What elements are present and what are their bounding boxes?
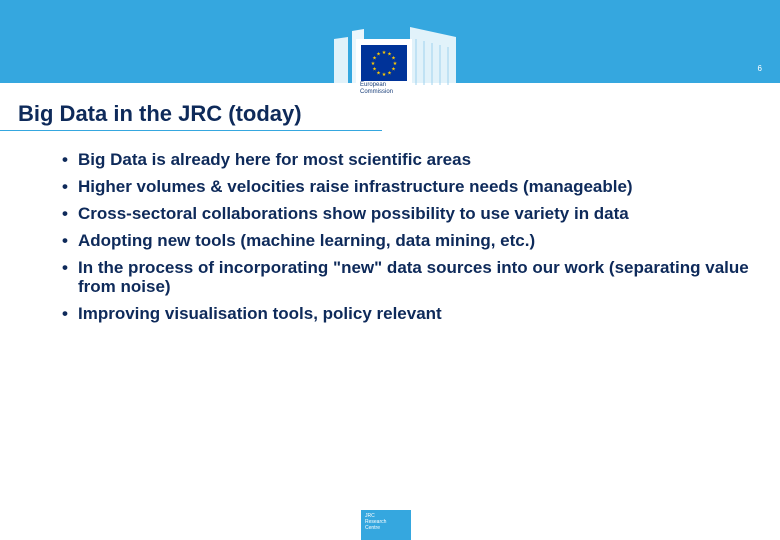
bullet-text: Adopting new tools (machine learning, data mining, etc.)	[78, 231, 536, 250]
bullet-dot-icon: •	[62, 177, 68, 196]
bullet-text: Big Data is already here for most scientific areas	[78, 150, 472, 169]
svg-text:★: ★	[372, 55, 377, 62]
bullet-text: Higher volumes & velocities raise infrastructure needs (manageable)	[78, 177, 633, 196]
bullet-text: Cross-sectoral collaborations show possibility to use variety in data	[78, 204, 629, 223]
bullet-dot-icon: •	[62, 304, 68, 323]
svg-text:★: ★	[372, 66, 377, 73]
logo-text	[360, 82, 420, 96]
svg-text:★: ★	[376, 70, 381, 77]
bullet-text: Improving visualisation tools, policy relevant	[78, 304, 442, 323]
jrc-badge-line2: Research	[365, 519, 387, 525]
svg-text:★: ★	[381, 72, 387, 78]
jrc-badge-line1: JRC	[365, 513, 375, 519]
bullet-dot-icon: •	[62, 150, 68, 169]
page-number: 6	[757, 64, 762, 73]
bullet-item	[62, 177, 762, 196]
bullet-item	[62, 231, 762, 250]
european-commission-logo	[334, 25, 456, 105]
logo-text-line1: European	[360, 82, 387, 88]
jrc-badge-line3: Centre	[365, 525, 381, 531]
svg-text:★: ★	[391, 66, 396, 73]
title-underline	[0, 130, 382, 131]
bullet-list	[62, 150, 762, 331]
bullet-dot-icon: •	[62, 231, 68, 250]
jrc-badge-text	[365, 513, 409, 531]
bullet-item	[62, 204, 762, 223]
svg-text:★: ★	[387, 70, 392, 77]
logo-text-line2: Commission	[360, 89, 394, 95]
bullet-item	[62, 150, 762, 169]
slide-title: Big Data in the JRC (today)	[18, 101, 302, 126]
bullet-item	[62, 258, 762, 296]
bullet-dot-icon: •	[62, 204, 68, 223]
svg-text:★: ★	[381, 50, 387, 56]
svg-text:★: ★	[387, 51, 392, 58]
bullet-dot-icon: •	[62, 258, 68, 277]
jrc-badge	[361, 510, 411, 540]
svg-text:★: ★	[391, 55, 396, 62]
svg-text:★: ★	[370, 61, 376, 67]
eu-flag-icon	[361, 45, 407, 81]
bullet-item	[62, 304, 762, 323]
bullet-text: In the process of incorporating "new" data sources into our work (separating value from noise)	[78, 258, 749, 296]
svg-text:★: ★	[376, 51, 381, 58]
svg-text:★: ★	[392, 61, 398, 67]
